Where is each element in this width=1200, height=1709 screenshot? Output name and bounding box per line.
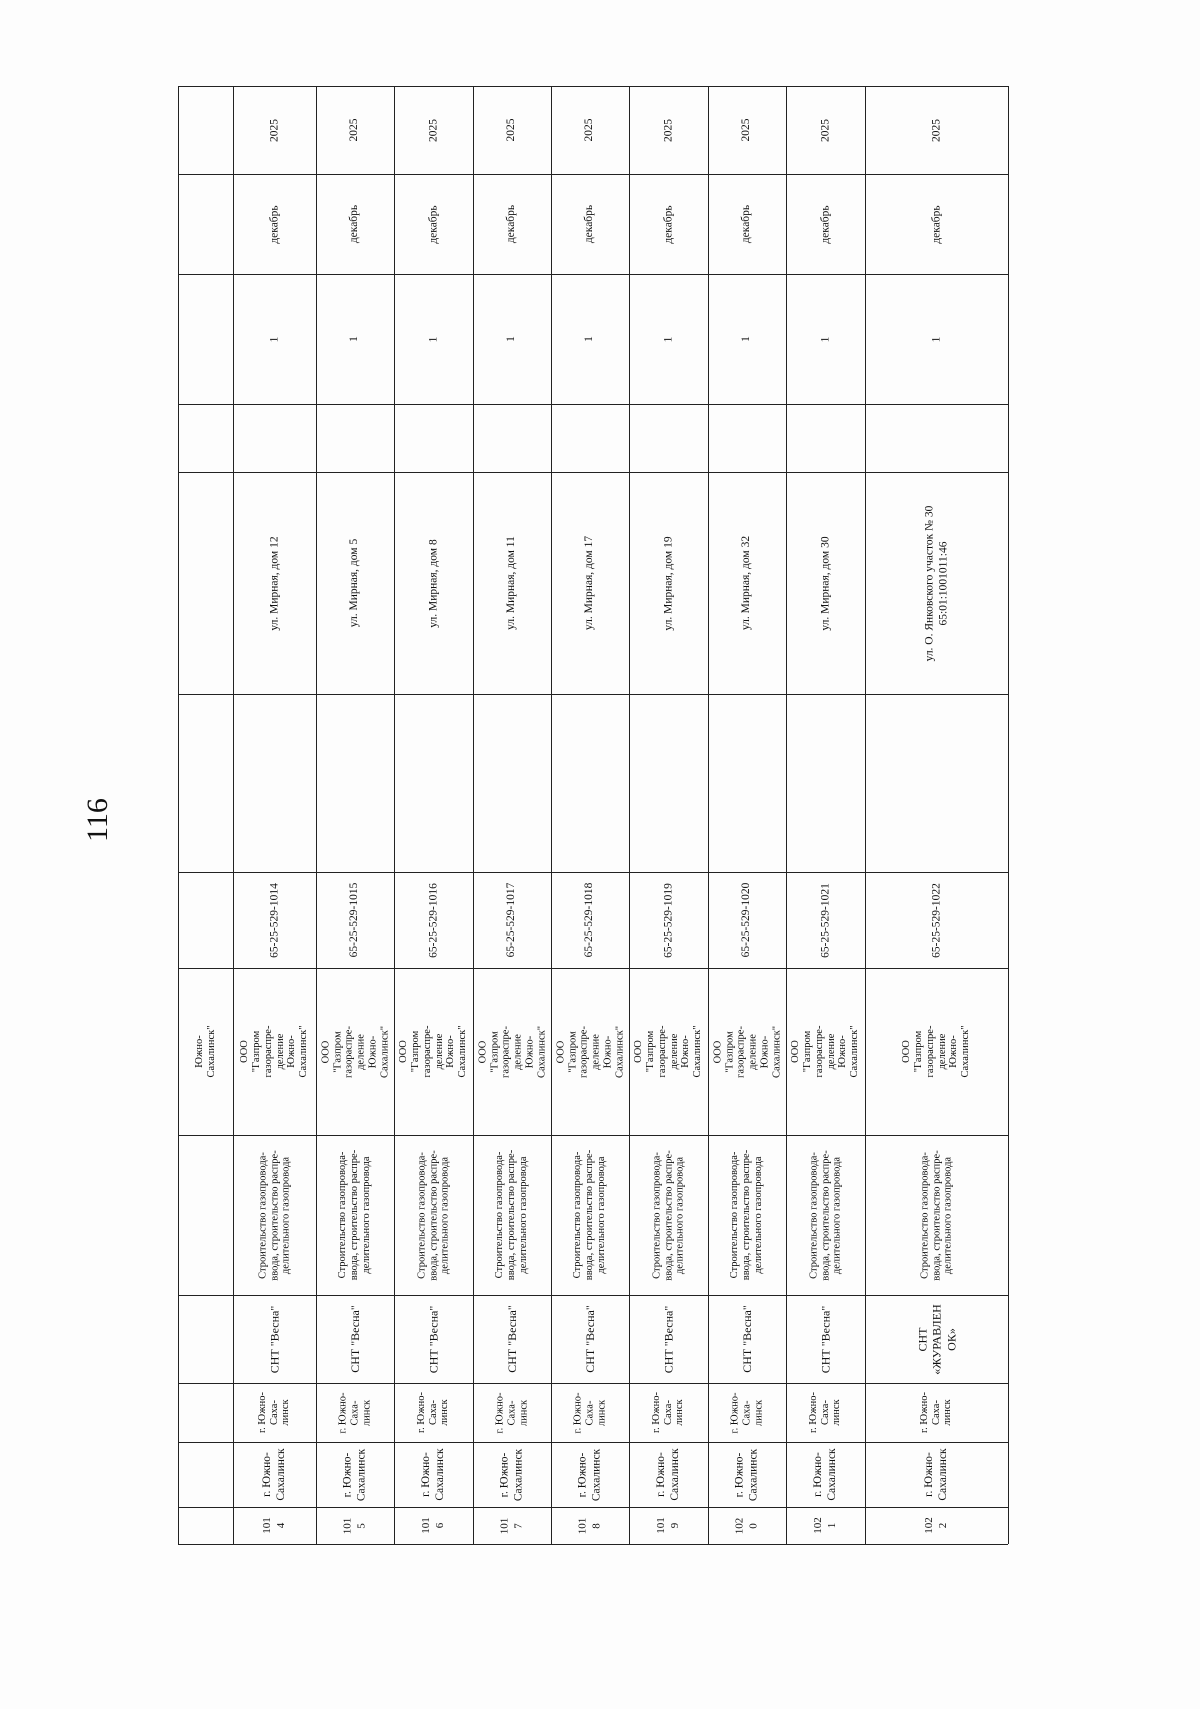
cell-address: ул. Мирная, дом 30 bbox=[818, 535, 831, 631]
cell-code: 65-25-529-1017 bbox=[505, 882, 518, 958]
cell-num: 101 7 bbox=[498, 1517, 524, 1534]
table-vline bbox=[316, 86, 317, 1544]
cell-operator: ООО "Газпром газораспре- деление Южно- Сахалинск" bbox=[901, 1025, 971, 1078]
cell-work: Строительство газопровода- ввода, строительство распре- делительного газопровода bbox=[650, 1149, 686, 1281]
table-hline bbox=[178, 968, 1008, 969]
cell-year: 2025 bbox=[583, 118, 596, 142]
table-hline bbox=[178, 694, 1008, 695]
cell-applicant: СНТ "Весна" bbox=[661, 1305, 676, 1373]
cell-code: 65-25-529-1022 bbox=[929, 882, 942, 958]
cell-year: 2025 bbox=[426, 118, 439, 142]
table-vline bbox=[178, 86, 179, 1544]
cell-month: декабрь bbox=[929, 204, 942, 244]
cell-month: декабрь bbox=[267, 204, 280, 244]
cell-city: г. Южно- Сахалинск bbox=[498, 1448, 524, 1501]
cell-month: декабрь bbox=[818, 204, 831, 244]
cell-work: Строительство газопровода- ввода, строительство распре- делительного газопровода bbox=[256, 1149, 292, 1281]
cell-address: ул. Мирная, дом 17 bbox=[583, 535, 596, 631]
data-table bbox=[178, 86, 1008, 1544]
cell-year: 2025 bbox=[740, 118, 753, 142]
cell-applicant: СНТ "Весна" bbox=[267, 1305, 282, 1373]
table-vline bbox=[233, 86, 234, 1544]
cell-qty: 1 bbox=[740, 336, 753, 342]
cell-applicant: СНТ "Весна" bbox=[504, 1305, 519, 1373]
cell-address: ул. Мирная, дом 32 bbox=[740, 535, 753, 631]
table-hline bbox=[178, 274, 1008, 275]
cell-num: 101 4 bbox=[260, 1517, 287, 1534]
cell-municipality: г. Южно- Саха- линск bbox=[494, 1392, 529, 1433]
table-hline bbox=[178, 174, 1008, 175]
cell-code: 65-25-529-1021 bbox=[818, 882, 831, 958]
page-number: 116 bbox=[81, 798, 114, 842]
cell-operator: ООО "Газпром газораспре- деление Южно- Сахалинск" bbox=[319, 1025, 390, 1078]
cell-code: 65-25-529-1019 bbox=[661, 882, 674, 958]
cell-num: 101 8 bbox=[576, 1517, 602, 1534]
table-hline bbox=[178, 404, 1008, 405]
cell-code: 65-25-529-1014 bbox=[267, 882, 280, 958]
cell-municipality: г. Южно- Саха- линск bbox=[572, 1392, 607, 1433]
cell-qty: 1 bbox=[348, 336, 361, 342]
cell-year: 2025 bbox=[505, 118, 518, 142]
cell-year: 2025 bbox=[661, 118, 674, 142]
cell-operator: ООО "Газпром газораспре- деление Южно- Сахалинск" bbox=[633, 1025, 703, 1078]
cell-municipality: г. Южно- Саха- линск bbox=[256, 1392, 292, 1433]
cell-applicant: СНТ "Весна" bbox=[347, 1305, 362, 1373]
cell-month: декабрь bbox=[505, 204, 518, 244]
cell-municipality: г. Южно- Саха- линск bbox=[415, 1392, 451, 1433]
cell-municipality: г. Южно- Саха- линск bbox=[729, 1392, 764, 1433]
cell-work: Строительство газопровода- ввода, строительство распре- делительного газопровода bbox=[494, 1149, 529, 1281]
cell-applicant: СНТ "Весна" bbox=[739, 1305, 754, 1373]
cell-operator: ООО "Газпром газораспре- деление Южно- Сахалинск" bbox=[239, 1025, 309, 1078]
cell-month: декабрь bbox=[740, 204, 753, 244]
cell-operator: ООО "Газпром газораспре- деление Южно- Сахалинск" bbox=[790, 1025, 860, 1078]
cell-municipality: г. Южно- Саха- линск bbox=[650, 1392, 686, 1433]
table-vline bbox=[394, 86, 395, 1544]
cell-year: 2025 bbox=[267, 118, 280, 142]
cell-address: ул. Мирная, дом 11 bbox=[505, 536, 518, 630]
cell-municipality: г. Южно- Саха- линск bbox=[807, 1392, 843, 1433]
cell-city: г. Южно- Сахалинск bbox=[922, 1448, 949, 1501]
table-vline bbox=[708, 86, 709, 1544]
cell-month: декабрь bbox=[348, 204, 361, 244]
cell-work: Строительство газопровода- ввода, строительство распре- делительного газопровода bbox=[415, 1149, 451, 1281]
cell-city: г. Южно- Сахалинск bbox=[811, 1448, 838, 1501]
cell-city: г. Южно- Сахалинск bbox=[341, 1448, 367, 1501]
table-hline bbox=[178, 1544, 1008, 1545]
cell-work: Строительство газопровода- ввода, строительство распре- делительного газопровода bbox=[572, 1149, 607, 1281]
cell-work: Строительство газопровода- ввода, строительство распре- делительного газопровода bbox=[337, 1149, 372, 1281]
table-hline bbox=[178, 1135, 1008, 1136]
cell-work: Строительство газопровода- ввода, строительство распре- делительного газопровода bbox=[807, 1149, 843, 1281]
cell-num: 102 0 bbox=[733, 1517, 759, 1534]
cell-num: 101 6 bbox=[419, 1517, 446, 1534]
cell-code: 65-25-529-1018 bbox=[583, 882, 596, 958]
cell-city: г. Южно- Сахалинск bbox=[654, 1448, 681, 1501]
table-vline bbox=[551, 86, 552, 1544]
cell-num: 102 2 bbox=[922, 1517, 949, 1534]
cell-operator: ООО "Газпром газораспре- деление Южно- Сахалинск" bbox=[476, 1025, 547, 1078]
table-vline bbox=[473, 86, 474, 1544]
cell-code: 65-25-529-1016 bbox=[426, 882, 439, 958]
cell-municipality: г. Южно- Саха- линск bbox=[337, 1392, 372, 1433]
table-hline bbox=[178, 1383, 1008, 1384]
cell-address: ул. Мирная, дом 5 bbox=[348, 538, 361, 628]
cell-qty: 1 bbox=[505, 336, 518, 342]
table-hline bbox=[178, 86, 1008, 87]
table-vline bbox=[629, 86, 630, 1544]
table-hline bbox=[178, 872, 1008, 873]
cell-applicant: СНТ "Весна" bbox=[426, 1305, 441, 1373]
cell-applicant: СНТ "Весна" bbox=[582, 1305, 597, 1373]
cell-qty: 1 bbox=[818, 336, 831, 342]
cell-city: г. Южно- Сахалинск bbox=[733, 1448, 759, 1501]
cell-applicant: СНТ «ЖУРАВЛЕН ОК» bbox=[915, 1303, 958, 1375]
cell-qty: 1 bbox=[661, 336, 674, 342]
cell-work: Строительство газопровода- ввода, строительство распре- делительного газопровода bbox=[918, 1149, 954, 1281]
table-hline bbox=[178, 1295, 1008, 1296]
cell-num: 101 9 bbox=[654, 1517, 681, 1534]
table-vline bbox=[786, 86, 787, 1544]
cell-year: 2025 bbox=[348, 118, 361, 142]
cell-address: ул. О. Янковского участок № 30 65:01:1001011:46 bbox=[922, 505, 949, 661]
cell-qty: 1 bbox=[583, 336, 596, 342]
cell-city: г. Южно- Сахалинск bbox=[419, 1448, 446, 1501]
header-operator-fragment: Южно- Сахалинск" bbox=[193, 1025, 217, 1078]
cell-num: 101 5 bbox=[341, 1517, 367, 1534]
cell-address: ул. Мирная, дом 8 bbox=[426, 538, 439, 628]
cell-code: 65-25-529-1015 bbox=[348, 882, 361, 958]
cell-address: ул. Мирная, дом 19 bbox=[661, 535, 674, 631]
table-hline bbox=[178, 1442, 1008, 1443]
cell-municipality: г. Южно- Саха- линск bbox=[918, 1392, 954, 1433]
table-hline bbox=[178, 1507, 1008, 1508]
table-vline bbox=[1008, 86, 1009, 1544]
cell-city: г. Южно- Сахалинск bbox=[260, 1448, 287, 1501]
cell-qty: 1 bbox=[267, 336, 280, 342]
cell-code: 65-25-529-1020 bbox=[740, 882, 753, 958]
cell-num: 102 1 bbox=[811, 1517, 838, 1534]
cell-address: ул. Мирная, дом 12 bbox=[267, 535, 280, 631]
cell-operator: ООО "Газпром газораспре- деление Южно- Сахалинск" bbox=[398, 1025, 468, 1078]
table-vline bbox=[865, 86, 866, 1544]
cell-qty: 1 bbox=[929, 336, 942, 342]
cell-work: Строительство газопровода- ввода, строительство распре- делительного газопровода bbox=[729, 1149, 764, 1281]
cell-month: декабрь bbox=[426, 204, 439, 244]
cell-city: г. Южно- Сахалинск bbox=[576, 1448, 602, 1501]
cell-operator: ООО "Газпром газораспре- деление Южно- Сахалинск" bbox=[711, 1025, 782, 1078]
cell-month: декабрь bbox=[583, 204, 596, 244]
cell-operator: ООО "Газпром газораспре- деление Южно- Сахалинск" bbox=[554, 1025, 625, 1078]
cell-year: 2025 bbox=[929, 118, 942, 142]
cell-month: декабрь bbox=[661, 204, 674, 244]
cell-applicant: СНТ "Весна" bbox=[818, 1305, 833, 1373]
cell-year: 2025 bbox=[818, 118, 831, 142]
table-hline bbox=[178, 472, 1008, 473]
cell-qty: 1 bbox=[426, 336, 439, 342]
